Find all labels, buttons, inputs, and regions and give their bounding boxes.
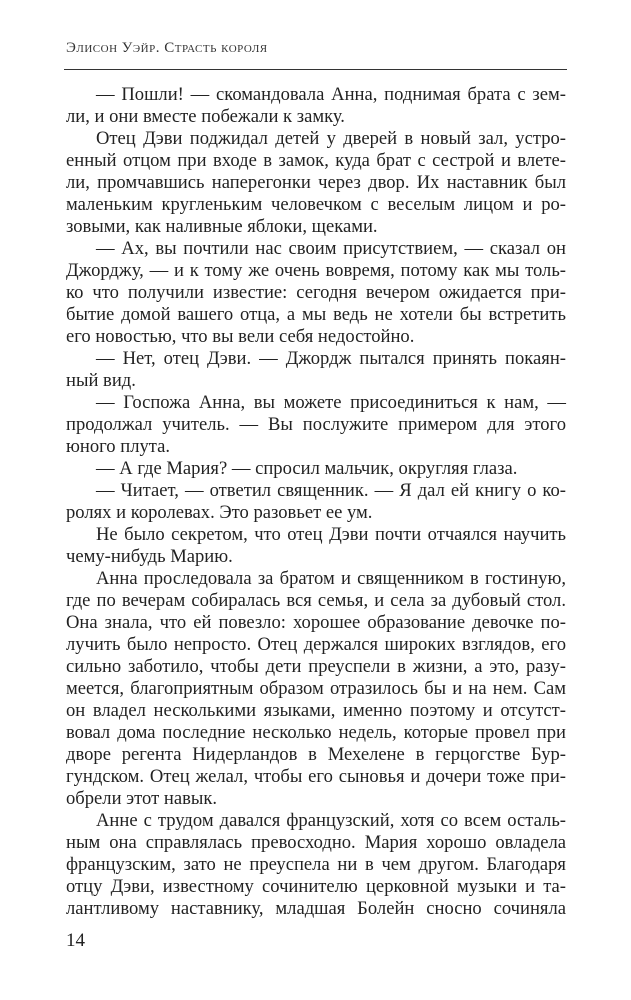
text-line: зовыми, как наливные яблоки, щеками. xyxy=(66,216,378,237)
text-line: ным она справлялась превосходно. Мария хорошо овладела xyxy=(66,832,566,853)
text-line: ролях и королевах. Это разовьет ее ум. xyxy=(66,502,373,523)
text-line: Она знала, что ей повезло: хорошее образование девочке по- xyxy=(66,612,566,633)
text-line: сильно заботило, чтобы дети преуспели в жизни, а это, разу- xyxy=(66,656,566,677)
text-line: лучить было непросто. Отец держался широких взглядов, его xyxy=(66,634,566,655)
text-line: меется, благоприятным образом отразилось бы и на нем. Сам xyxy=(66,678,566,699)
text-line: лантливому наставнику, младшая Болейн сносно сочиняла xyxy=(66,898,566,919)
text-line: обрели этот навык. xyxy=(66,788,218,809)
text-line: енный отцом при входе в замок, куда брат с сестрой и влете- xyxy=(66,150,566,171)
text-line: он владел несколькими языками, именно поэтому и отсутст- xyxy=(66,700,566,721)
text-line: чему-нибудь Марию. xyxy=(66,546,233,567)
text-line: ный вид. xyxy=(66,370,136,391)
text-line: — Пошли! — скомандовала Анна, поднимая брата с зем- xyxy=(96,84,566,105)
text-line: продолжал учитель. — Вы послужите примером для этого xyxy=(66,414,566,435)
text-line: Анне с трудом давался французский, хотя со всем осталь- xyxy=(96,810,566,831)
text-line: — Ах, вы почтили нас своим присутствием, — сказал он xyxy=(96,238,566,259)
text-line: бытие домой вашего отца, а мы ведь не хотели бы встретить xyxy=(66,304,566,325)
text-line: отцу Дэви, известному сочинителю церковной музыки и та- xyxy=(66,876,566,897)
text-line: где по вечерам собиралась вся семья, и села за дубовый стол. xyxy=(66,590,566,611)
text-line: гундском. Отец желал, чтобы его сыновья и дочери тоже при- xyxy=(66,766,566,787)
header-divider xyxy=(64,69,567,70)
page-body-text xyxy=(66,84,566,920)
text-line: Не было секретом, что отец Дэви почти отчаялся научить xyxy=(96,524,566,545)
text-line: ли, промчавшись наперегонки через двор. Их наставник был xyxy=(66,172,566,193)
text-line: его новостью, что вы вели себя недостойно. xyxy=(66,326,415,347)
text-line: Анна проследовала за братом и священником в гостиную, xyxy=(96,568,566,589)
text-line: Джорджу, — и к тому же очень вовремя, потому как мы толь- xyxy=(66,260,566,281)
text-line: — Читает, — ответил священник. — Я дал ей книгу о ко- xyxy=(96,480,566,501)
page-number: 14 xyxy=(66,930,85,951)
running-header: Элисон Уэйр. Страсть короля xyxy=(66,40,268,56)
text-line: — А где Мария? — спросил мальчик, округляя глаза. xyxy=(96,458,518,479)
text-line: маленьким кругленьким человечком с веселым лицом и ро- xyxy=(66,194,566,215)
text-line: — Нет, отец Дэви. — Джордж пытался принять покаян- xyxy=(96,348,566,369)
text-line: французским, зато не преуспела ни в чем другом. Благодаря xyxy=(66,854,566,875)
text-line: ли, и они вместе побежали к замку. xyxy=(66,106,345,127)
text-line: юного плута. xyxy=(66,436,171,457)
text-line: — Госпожа Анна, вы можете присоединиться к нам, — xyxy=(96,392,566,413)
text-line: дворе регента Нидерландов в Мехелене в герцогстве Бур- xyxy=(66,744,566,765)
text-line: Отец Дэви поджидал детей у дверей в новый зал, устро- xyxy=(96,128,566,149)
text-line: ко что получили известие: сегодня вечером ожидается при- xyxy=(66,282,566,303)
text-line: вовал дома последние несколько недель, которые провел при xyxy=(66,722,566,743)
